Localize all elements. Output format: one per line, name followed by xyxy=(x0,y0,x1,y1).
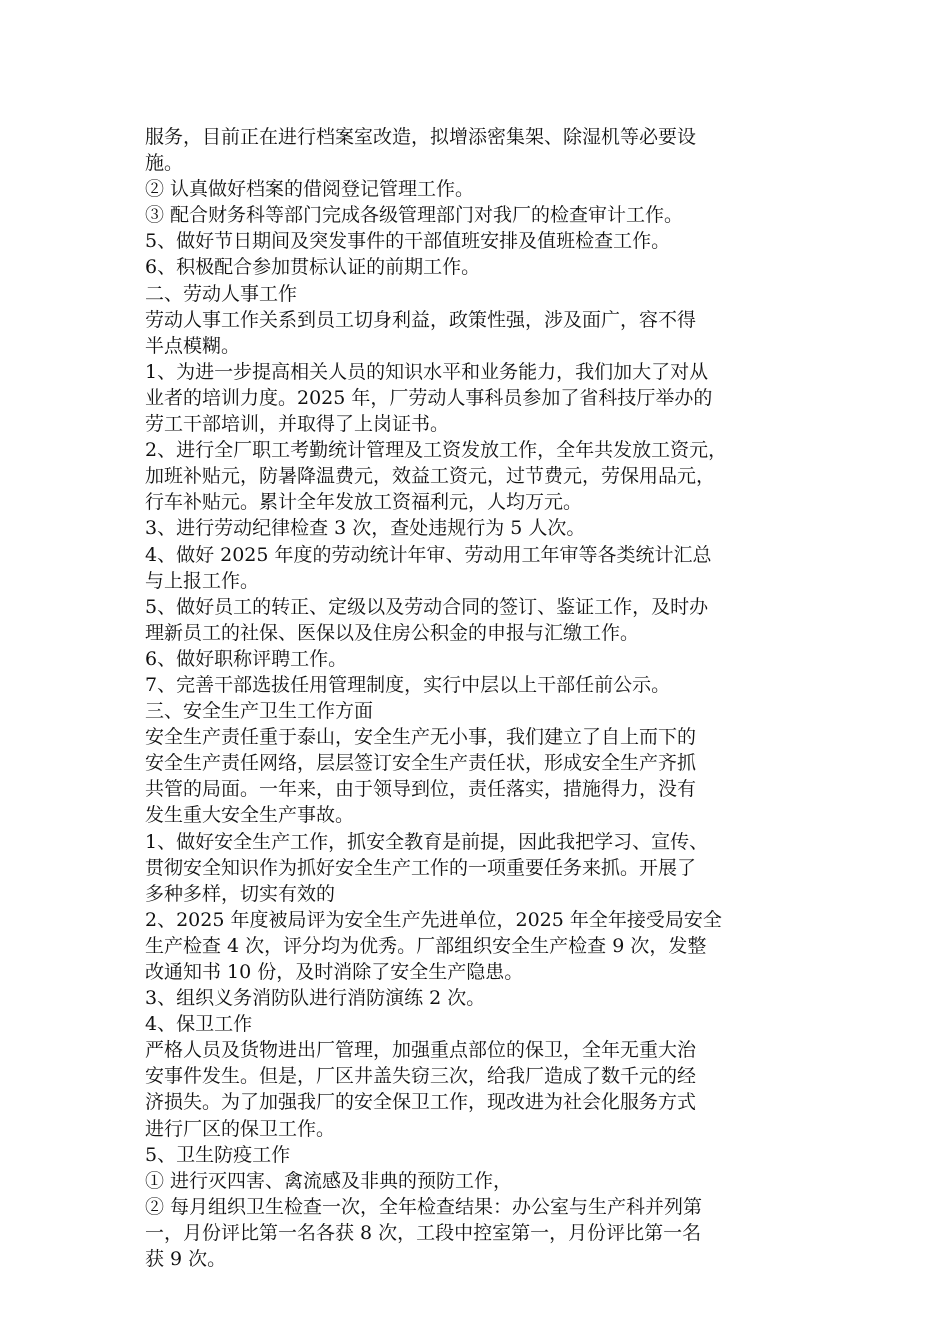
paragraph: 2、进行全厂职工考勤统计管理及工资发放工作，全年共发放工资元， 加班补贴元，防暑降温费元，效益工资元，过节费元，劳保用品元， 行车补贴元。累计全年发放工资福利元，人均万元。 xyxy=(145,439,728,514)
paragraph: 劳动人事工作关系到员工切身利益，政策性强，涉及面广，容不得 半点模糊。 xyxy=(145,308,697,357)
paragraph: 7、完善干部选拔任用管理制度，实行中层以上干部任前公示。 xyxy=(145,673,671,696)
paragraph: 3、组织义务消防队进行消防演练 2 次。 xyxy=(145,987,486,1010)
document-body xyxy=(145,124,815,1272)
section-heading: 二、劳动人事工作 xyxy=(145,282,298,305)
paragraph: ② 认真做好档案的借阅登记管理工作。 xyxy=(145,178,475,201)
paragraph: ③ 配合财务科等部门完成各级管理部门对我厂的检查审计工作。 xyxy=(145,204,684,227)
paragraph: 安全生产责任重于泰山，安全生产无小事，我们建立了自上而下的 安全生产责任网络，层层签订安全生产责任状，形成安全生产齐抓 共管的局面。一年来，由于领导到位，责任落实，措施得力，没有 发生重大安全生产事故。 xyxy=(145,726,697,827)
paragraph: 6、做好职称评聘工作。 xyxy=(145,647,348,670)
paragraph: 5、做好节日期间及突发事件的干部值班安排及值班检查工作。 xyxy=(145,230,671,253)
paragraph: 5、做好员工的转正、定级以及劳动合同的签订、鉴证工作，及时办 理新员工的社保、医保以及住房公积金的申报与汇缴工作。 xyxy=(145,595,709,644)
paragraph: 1、为进一步提高相关人员的知识水平和业务能力，我们加大了对从 业者的培训力度。2025 年，厂劳动人事科员参加了省科技厅举办的 劳工干部培训，并取得了上岗证书。 xyxy=(145,360,713,436)
paragraph: 1、做好安全生产工作，抓安全教育是前提，因此我把学习、宣传、 贯彻安全知识作为抓好安全生产工作的一项重要任务来抓。开展了 多种多样，切实有效的 xyxy=(145,830,709,905)
paragraph: ② 每月组织卫生检查一次，全年检查结果：办公室与生产科并列第 一，月份评比第一名各获 8 次，工段中控室第一，月份评比第一名 获 9 次。 xyxy=(145,1195,703,1271)
subsection-heading: 4、保卫工作 xyxy=(145,1013,253,1036)
paragraph: 服务，目前正在进行档案室改造，拟增添密集架、除湿机等必要设 施。 xyxy=(145,126,697,175)
paragraph: 6、积极配合参加贯标认证的前期工作。 xyxy=(145,256,481,279)
subsection-heading: 5、卫生防疫工作 xyxy=(145,1143,291,1166)
paragraph: ① 进行灭四害、禽流感及非典的预防工作， xyxy=(145,1169,513,1192)
paragraph: 2、2025 年度被局评为安全生产先进单位，2025 年全年接受局安全 生产检查 4 次，评分均为优秀。厂部组织安全生产检查 9 次，发整 改通知书 10 份，及时消除了安全生产隐患。 xyxy=(145,908,722,983)
paragraph: 4、做好 2025 年度的劳动统计年审、劳动用工年审等各类统计汇总 与上报工作。 xyxy=(145,543,712,592)
paragraph: 严格人员及货物进出厂管理，加强重点部位的保卫，全年无重大治 安事件发生。但是，厂区井盖失窃三次，给我厂造成了数千元的经 济损失。为了加强我厂的安全保卫工作，现改进为社会化服务方式 进行厂区的保卫工作。 xyxy=(145,1039,697,1140)
section-heading: 三、安全生产卫生工作方面 xyxy=(145,700,374,723)
paragraph: 3、进行劳动纪律检查 3 次，查处违规行为 5 人次。 xyxy=(145,517,586,540)
